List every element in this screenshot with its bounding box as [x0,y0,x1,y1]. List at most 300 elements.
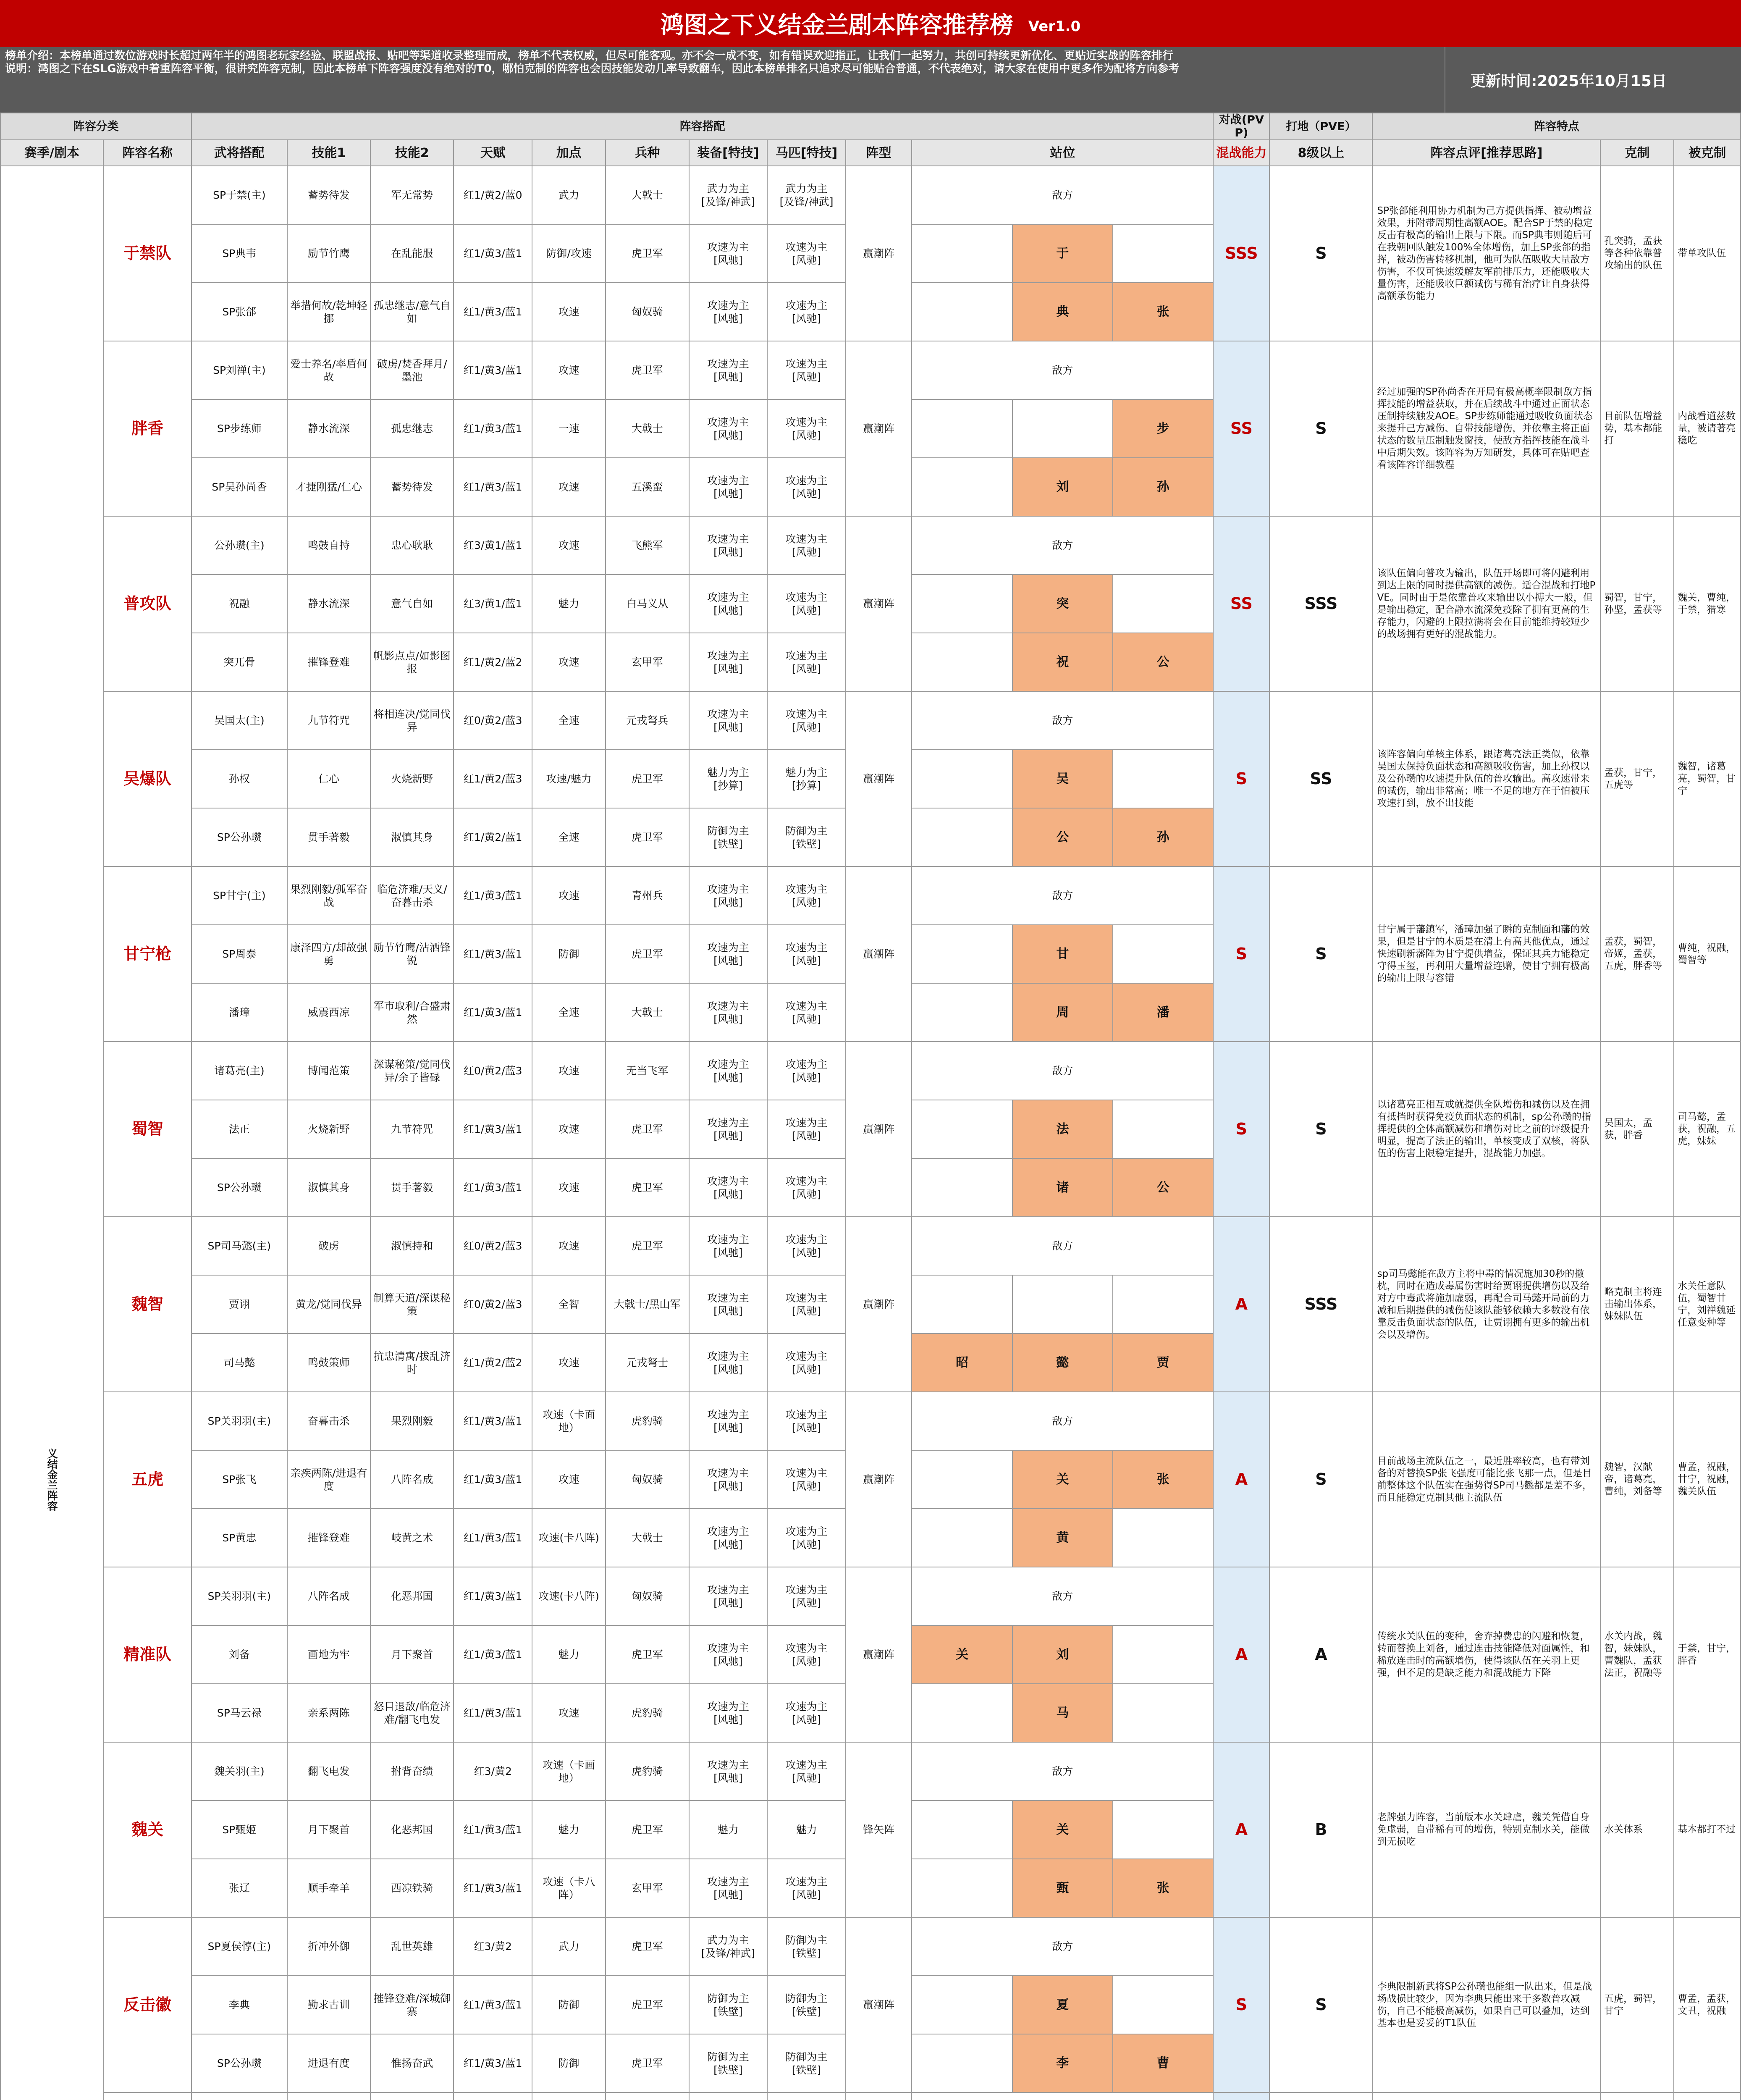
talent: 红3/黄2 [454,1917,532,1976]
pve-rating: S [1269,866,1372,1042]
horse: 攻速为主 [风驰] [767,341,846,399]
skill-1: 仁心 [287,750,370,808]
troop-type: 匈奴骑 [606,283,689,341]
position-cell: 张 [1112,283,1213,341]
equipment: 武力为主 [及锋/神武] [689,166,768,224]
counters: 略克制主将连击输出体系，妹妹队伍 [1600,1217,1674,1392]
talent: 红1/黄2/蓝2 [454,1334,532,1392]
skill-2: 怒目退敌/临危济难/翻飞电发 [370,1684,454,1742]
position-cell-empty [912,1976,1012,2034]
stat-points: 防御 [532,1976,606,2034]
stat-points: 攻速（卡画地） [532,1742,606,1801]
stat-points: 防御/攻速 [532,224,606,283]
position-slot [912,1217,1213,1275]
troop-type: 虎卫军 [606,1917,689,1976]
skill-2: 火烧新野 [370,750,454,808]
troop-type: 虎卫军 [606,1100,689,1158]
formation: 赢潮阵 [846,341,912,516]
hero-name: SP司马懿(主) [191,1217,287,1275]
horse: 攻速为主 [风驰] [767,1334,846,1392]
position-cell-empty [912,925,1012,983]
countered-by: 魏智，诸葛亮，蜀智，甘宁 [1674,691,1741,866]
enemy-side-label: 敌方 [1052,1590,1073,1602]
position-slot [912,1100,1213,1158]
counters: 蜀智，甘宁，孙坚，孟获等 [1600,516,1674,691]
horse: 攻速为主 [风驰] [767,458,846,516]
talent: 红1/黄3/蓝1 [454,1976,532,2034]
position-slot [912,1042,1213,1100]
horse: 防御为主 [铁壁] [767,1976,846,2034]
skill-1: 果烈刚毅/孤军奋战 [287,866,370,925]
horse: 攻速为主 [风驰] [767,1450,846,1509]
hdr-zhanwei: 站位 [912,140,1213,166]
formation: 赢潮阵 [846,516,912,691]
hdr-zhuangbei: 装备[特技] [689,140,768,166]
position-slot [912,283,1213,341]
position-cell: 马 [1012,1684,1112,1742]
skill-1: 顺手牵羊 [287,1859,370,1917]
version-label: Ver1.0 [1028,18,1081,35]
position-cell [1012,1276,1112,1333]
hdr-pvp: 对战(PVP) [1213,113,1269,140]
troop-type: 元戎弩兵 [606,691,689,750]
horse: 魅力为主 [抄算] [767,750,846,808]
pve-rating: S [1269,166,1372,341]
position-cell [1112,225,1213,282]
skill-2: 摧锋登难/深城御寨 [370,1976,454,2034]
position-slot [912,1684,1213,1742]
intro-content: 榜单介绍：本榜单通过数位游戏时长超过两年半的鸿图老玩家经验、联盟战报、贴吧等渠道收录整理而成，榜单不代表权威，但尽可能客观。亦不会一成不变，如有错误欢迎指正，让我们一起努力，共创可持续更新优化、更贴近实战的阵容排行 说明：鸿图之下在SLG游戏中着重阵容平衡，很讲究阵容克制，因此本榜单下阵容强度没有绝对的T0，哪怕克制的阵容也会因技能发动几率导致翻车，因此本榜单排名只追求尽可能贴合普通，不代表绝对，请大家在使用中更多作为配将方向参考 [5,50,1180,75]
team-name: 甘宁枪 [103,866,191,1042]
position-slot [912,925,1213,983]
stat-points: 魅力 [532,575,606,633]
horse: 攻速为主 [风驰] [767,575,846,633]
hdr-wujiang: 武将搭配 [191,140,287,166]
skill-2: 拊背奋绩 [370,1742,454,1801]
formation: 赢潮阵 [846,1917,912,2092]
hero-name: SP周泰 [191,925,287,983]
hero-name: 吴国太(主) [191,691,287,750]
stat-points: 攻速 [532,1450,606,1509]
position-cell [1112,1100,1213,1158]
position-cell: 步 [1112,400,1213,457]
position-cell-empty [912,633,1012,691]
talent: 红1/黄3/蓝1 [454,1625,532,1684]
position-slot [912,516,1213,575]
team-comment: 该阵容偏向单核主体系，跟诸葛亮法正类似，依靠吴国太保持负面状态和高额吸收伤害，加上孙权以及公孙瓒的攻速提升队伍的普攻输出。高攻速带来的减伤，输出非常高；唯一不足的地方在于怕被压攻速打到，放不出技能 [1372,691,1600,866]
pve-rating: S [1269,1392,1372,1567]
section-text: 义结金兰阵容 [46,1448,58,1511]
position-slot [912,341,1213,399]
hero-name: 贾诩 [191,1275,287,1334]
skill-2: 岐黄之术 [370,1509,454,1567]
skill-2: 西凉铁骑 [370,1859,454,1917]
horse: 攻速为主 [风驰] [767,399,846,458]
skill-2: 淑慎持和 [370,1217,454,1275]
talent: 红1/黄3/蓝1 [454,2034,532,2092]
position-slot [912,1801,1213,1859]
troop-type: 飞熊军 [606,516,689,575]
skill-2: 深谋秘策/觉同伐异/余子皆碌 [370,1042,454,1100]
troop-type: 玄甲军 [606,1859,689,1917]
table-row [0,1392,1741,1450]
skill-1: 才捷刚猛/仁心 [287,458,370,516]
position-cell: 孙 [1112,808,1213,866]
position-cell: 诸 [1012,1159,1112,1216]
hero-name: SP甄姬 [191,1801,287,1859]
talent: 红1/黄2/蓝2 [454,633,532,691]
hero-name: SP关羽羽(主) [191,1392,287,1450]
position-slot [912,575,1213,633]
position-cell: 李 [1012,2034,1112,2092]
counters: 水关内战，魏智，妹妹队，曹魏队，孟获法正，祝融等 [1600,1567,1674,1742]
position-cell-empty [912,1276,1012,1333]
pvp-rating: A [1213,1392,1269,1567]
equipment: 攻速为主 [风驰] [689,516,768,575]
team-comment: 以诸葛亮正相互或就提供全队增伤和减伤以及在拥有抵挡时获得免疫负面状态的机制，sp公孙瓒的指挥提供的全体高额减伤和增伤对比之前的评级提升明显，提高了法正的输出，单核变成了双核，将队伍的伤害上限稳定提升，混战能力加强。 [1372,1042,1600,1217]
stat-points: 防御 [532,925,606,983]
position-cell: 关 [1012,1451,1112,1508]
position-cell: 甘 [1012,925,1112,983]
horse: 攻速为主 [风驰] [767,1684,846,1742]
equipment: 攻速为主 [风驰] [689,633,768,691]
equipment: 攻速为主 [风驰] [689,1334,768,1392]
hdr-comment: 阵容点评[推荐思路] [1372,140,1600,166]
talent: 红3/黄2 [454,1742,532,1801]
counters [1600,2092,1674,2100]
countered-by: 曹孟，孟获，文丑，祝融 [1674,1917,1741,2092]
skill-1: 静水流深 [287,575,370,633]
troop-type: 玄甲军 [606,633,689,691]
troop-type: 虎豹骑 [606,1684,689,1742]
talent: 红1/黄3/蓝1 [454,1450,532,1509]
enemy-side-label: 敌方 [1052,189,1073,201]
skill-1: 黄龙/觉同伐异 [287,1275,370,1334]
skill-1: 贯手著毅 [287,808,370,866]
horse: 攻速为主 [风驰] [767,925,846,983]
horse [767,2092,846,2100]
horse: 攻速为主 [风驰] [767,1859,846,1917]
counters: 吴国太，孟获，胖香 [1600,1042,1674,1217]
team-name: 胖香 [103,341,191,516]
horse: 攻速为主 [风驰] [767,866,846,925]
troop-type [606,2092,689,2100]
stat-points: 攻速/魅力 [532,750,606,808]
enemy-side-label: 敌方 [1052,364,1073,376]
hdr-zhenxing: 阵型 [846,140,912,166]
counters: 目前队伍增益势，基本都能打 [1600,341,1674,516]
position-cell: 曹 [1112,2034,1213,2092]
horse: 攻速为主 [风驰] [767,633,846,691]
hero-name: SP关羽羽(主) [191,1567,287,1625]
skill-1: 九节符咒 [287,691,370,750]
stat-points: 武力 [532,1917,606,1976]
position-cell: 甄 [1012,1859,1112,1917]
pvp-rating: A [1213,1217,1269,1392]
horse: 攻速为主 [风驰] [767,283,846,341]
position-slot [912,1334,1213,1392]
pvp-rating: S [1213,866,1269,1042]
stat-points: 攻速 [532,1100,606,1158]
position-cell: 突 [1012,575,1112,633]
stat-points: 攻速 [532,1158,606,1217]
section-label [0,166,103,2100]
talent: 红1/黄3/蓝1 [454,925,532,983]
team-name: 五虎 [103,1392,191,1567]
counters: 五虎，蜀智，甘宁 [1600,1917,1674,2092]
position-slot [912,166,1213,224]
skill-2: 制算天道/深谋秘策 [370,1275,454,1334]
position-slot [912,224,1213,283]
update-time: 更新时间:2025年10月15日 [1445,47,1741,113]
position-cell-empty [912,1801,1012,1858]
intro-text [0,47,1445,113]
skill-1: 鸣鼓自持 [287,516,370,575]
hdr-bingzhong: 兵种 [606,140,689,166]
skill-1: 博闻范策 [287,1042,370,1100]
talent: 红1/黄2/蓝0 [454,166,532,224]
talent: 红1/黄3/蓝1 [454,399,532,458]
hdr-beike: 被克制 [1674,140,1741,166]
pve-rating: SSS [1269,516,1372,691]
skill-1: 淑慎其身 [287,1158,370,1217]
skill-1: 静水流深 [287,399,370,458]
position-slot [912,1158,1213,1217]
talent: 红0/黄2/蓝3 [454,691,532,750]
troop-type: 虎卫军 [606,1217,689,1275]
enemy-side-label: 敌方 [1052,1065,1073,1077]
skill-2: 果烈刚毅 [370,1392,454,1450]
troop-type: 无当飞军 [606,1042,689,1100]
table-row [0,2092,1741,2100]
skill-1: 康泽四方/却故强勇 [287,925,370,983]
position-slot [912,1392,1213,1450]
skill-2: 贯手著毅 [370,1158,454,1217]
skill-2: 将相连决/觉同伐异 [370,691,454,750]
skill-2: 九节符咒 [370,1100,454,1158]
team-name: 魏智 [103,1217,191,1392]
pvp-rating: S [1213,1042,1269,1217]
position-slot [912,1567,1213,1625]
position-slot [912,808,1213,866]
talent: 红1/黄3/蓝1 [454,341,532,399]
equipment: 攻速为主 [风驰] [689,224,768,283]
talent: 红3/黄1/蓝1 [454,575,532,633]
stat-points: 全速 [532,983,606,1042]
horse: 攻速为主 [风驰] [767,1217,846,1275]
position-cell [1112,1976,1213,2034]
skill-2: 意气自如 [370,575,454,633]
position-cell: 祝 [1012,633,1112,691]
hero-name: SP公孙瓒 [191,808,287,866]
formation: 赢潮阵 [846,1567,912,1742]
equipment: 攻速为主 [风驰] [689,458,768,516]
stat-points: 攻速（卡八阵） [532,1859,606,1917]
equipment: 攻速为主 [风驰] [689,1625,768,1684]
troop-type: 大戟士 [606,983,689,1042]
countered-by: 司马懿，孟获，祝融，五虎，妹妹 [1674,1042,1741,1217]
position-cell: 于 [1012,225,1112,282]
stat-points: 全速 [532,691,606,750]
skill-1: 月下聚首 [287,1801,370,1859]
position-slot [912,983,1213,1042]
formation [846,2092,912,2100]
position-slot [912,1742,1213,1801]
equipment: 防御为主 [铁壁] [689,1976,768,2034]
team-comment: SP张郃能利用协力机制为己方提供指挥、被动增益效果，并附带周期性高额AOE。配合SP于禁的稳定反击有极高的输出上限与下限。而SP典韦则随后可在我朝回队触发100%全体增伤，加上SP张郃的指挥，被动伤害转移机制，他可为队伍吸收大量敌方伤害，不仅可快速缓解友军前排压力，还能吸收大量伤害，还能吸收巨额减伤与稀有治疗让自身获得高额承伤能力 [1372,166,1600,341]
table-row [0,1217,1741,1275]
position-slot [912,866,1213,925]
team-comment: sp司马懿能在敌方主将中毒的情况施加30秒的撤枕，同时在造成毒属伤害时给贾诩提供增伤以及给对方中毒武将施加虚弱，再配合司马懿开局前的力减和后期提供的减伤使该队能够依赖大多数没有依靠反击负面状态的队伍，让贾诩拥有更多的输出机会以及增伤。 [1372,1217,1600,1392]
troop-type: 大戟士 [606,399,689,458]
skill-1: 亲疾两陈/进退有度 [287,1450,370,1509]
horse: 攻速为主 [风驰] [767,1742,846,1801]
skill-2: 军无常势 [370,166,454,224]
position-cell: 典 [1012,283,1112,341]
team-comment: 李典限制新武将SP公孙瓒也能组一队出来，但是战场战损比较少，因为李典只能出来于多数普攻减伤，自己不能极高减伤，如果自己可以叠加，达到基本也是妥妥的T1队伍 [1372,1917,1600,2092]
position-cell: 孙 [1112,458,1213,516]
talent: 红1/黄3/蓝1 [454,1567,532,1625]
position-cell-empty [912,575,1012,633]
troop-type: 大戟士/黑山军 [606,1275,689,1334]
enemy-side-label: 敌方 [1052,714,1073,727]
skill-1: 亲系两陈 [287,1684,370,1742]
pvp-rating: A [1213,1742,1269,1917]
talent: 红0/黄2/蓝3 [454,1042,532,1100]
position-cell-empty [912,750,1012,808]
skill-2: 惟扬奋武 [370,2034,454,2092]
team-name: 魏关 [103,1742,191,1917]
talent: 红0/黄2/蓝3 [454,1275,532,1334]
horse: 攻速为主 [风驰] [767,1625,846,1684]
skill-2: 抗忠清寓/拔乱济时 [370,1334,454,1392]
stat-points: 攻速 [532,633,606,691]
hero-name: 法正 [191,1100,287,1158]
hero-name: 潘璋 [191,983,287,1042]
team-name: 普攻队 [103,516,191,691]
position-slot [912,633,1213,691]
position-cell: 法 [1012,1100,1112,1158]
enemy-side-label: 敌方 [1052,1240,1073,1252]
hero-name: 祝融 [191,575,287,633]
hdr-skill1: 技能1 [287,140,370,166]
skill-2: 蓄势待发 [370,458,454,516]
troop-type: 虎卫军 [606,925,689,983]
countered-by [1674,2092,1741,2100]
skill-2: 化恶邦国 [370,1567,454,1625]
team-comment: 经过加强的SP孙尚香在开局有极高概率限制敌方指挥技能的增益获取，并在后续战斗中通过正面状态压制持续触发AOE。SP步练师能通过吸收负面状态来提升己方减伤、自带技能增伤，并依靠主将正面状态的数量压制触发窗技，使敌方指挥技能在战斗中后期失效。该阵容为万知研发，具体可在贴吧查看该阵容详细教程 [1372,341,1600,516]
skill-2: 月下聚首 [370,1625,454,1684]
skill-1: 鸣鼓策师 [287,1334,370,1392]
pve-rating: S [1269,1917,1372,2092]
equipment: 攻速为主 [风驰] [689,575,768,633]
skill-2: 淑慎其身 [370,808,454,866]
position-cell: 刘 [1012,1626,1112,1683]
formation: 锋矢阵 [846,1742,912,1917]
skill-1: 举措何故/乾坤轻挪 [287,283,370,341]
skill-1: 折冲外御 [287,1917,370,1976]
team-name: 反击徽 [103,1917,191,2092]
hdr-jiadian: 加点 [532,140,606,166]
hero-name: 诸葛亮(主) [191,1042,287,1100]
position-cell [1112,1276,1213,1333]
skill-1: 八阵名成 [287,1567,370,1625]
table-row [0,691,1741,750]
equipment: 攻速为主 [风驰] [689,691,768,750]
skill-2: 化恶邦国 [370,1801,454,1859]
skill-1: 爱士养名/率盾何故 [287,341,370,399]
pve-rating: B [1269,1742,1372,1917]
position-cell-empty [912,1684,1012,1742]
hero-name: 李典 [191,1976,287,2034]
countered-by: 曹孟，祝融，甘宁，祝融，魏关队伍 [1674,1392,1741,1567]
position-cell: 昭 [912,1334,1012,1391]
position-cell-empty [912,984,1012,1041]
troop-type: 元戎弩士 [606,1334,689,1392]
horse: 魅力 [767,1801,846,1859]
pvp-rating: S [1213,1917,1269,2092]
hdr-tedian: 阵容特点 [1372,113,1741,140]
enemy-side-label: 敌方 [1052,890,1073,902]
position-slot [912,2034,1213,2092]
counters: 孔突骑，孟获等各种依靠普攻输出的队伍 [1600,166,1674,341]
position-cell [1112,1801,1213,1858]
stat-points: 攻速 [532,1042,606,1100]
hero-name: SP马云禄 [191,1684,287,1742]
equipment: 攻速为主 [风驰] [689,1392,768,1450]
position-cell-empty [912,283,1012,341]
hdr-pve-sub: 8级以上 [1269,140,1372,166]
position-cell-empty [912,1451,1012,1508]
hero-name: SP甘宁(主) [191,866,287,925]
enemy-side-label: 敌方 [1052,1415,1073,1427]
stat-points: 攻速 [532,341,606,399]
skill-1: 火烧新野 [287,1100,370,1158]
hdr-kezhi: 克制 [1600,140,1674,166]
horse: 防御为主 [铁壁] [767,2034,846,2092]
position-cell: 张 [1112,1859,1213,1917]
troop-type: 虎卫军 [606,1976,689,2034]
skill-1: 画地为牢 [287,1625,370,1684]
pvp-rating: SS [1213,341,1269,516]
position-cell: 黄 [1012,1509,1112,1567]
countered-by: 基本都打不过 [1674,1742,1741,1917]
skill-1: 励节竹鹰 [287,224,370,283]
hdr-pve: 打地（PVE） [1269,113,1372,140]
equipment: 防御为主 [铁壁] [689,808,768,866]
position-slot [912,750,1213,808]
hdr-tianfu: 天赋 [454,140,532,166]
talent: 红1/黄3/蓝1 [454,1859,532,1917]
hero-name: 公孙瓒(主) [191,516,287,575]
table-row [0,166,1741,224]
hero-name: SP张飞 [191,1450,287,1509]
counters: 水关体系 [1600,1742,1674,1917]
position-cell-empty [912,1100,1012,1158]
position-cell: 公 [1112,633,1213,691]
talent: 红1/黄3/蓝1 [454,224,532,283]
enemy-side-label: 敌方 [1052,1765,1073,1777]
pvp-rating: SS [1213,516,1269,691]
table-row [0,866,1741,925]
hero-name: 刘备 [191,1625,287,1684]
hero-name: 孙权 [191,750,287,808]
team-name: 于禁队 [103,166,191,341]
hdr-peijiang: 阵容搭配 [191,113,1213,140]
troop-type: 大戟士 [606,1509,689,1567]
position-slot [912,691,1213,750]
skill-1: 摧锋登难 [287,1509,370,1567]
